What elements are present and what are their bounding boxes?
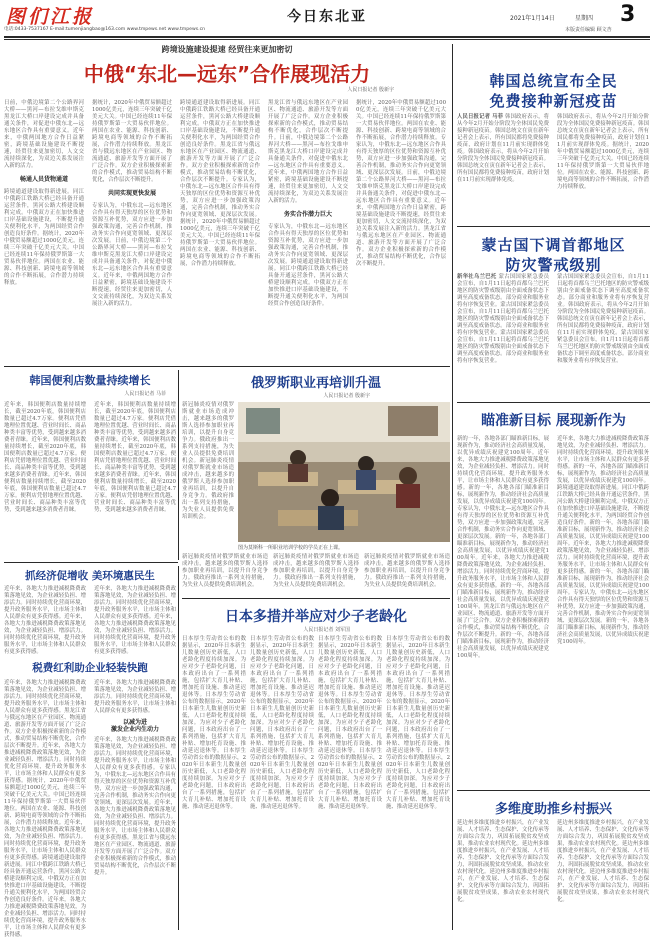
goals-headline: 瞄准新目标 展现新作为 xyxy=(481,413,626,429)
goals-story xyxy=(457,406,650,786)
korea-vaccine-headline-1: 韩国总统宣布全民 xyxy=(489,72,618,90)
photo-caption: 图为莫斯科一所职业培训学校的学员正在上课。 xyxy=(238,545,344,551)
lead-col-5: 据统计，2020年中俄贸易额超过1000亿美元，连续三年突破千亿美元大关。中国已经连续11年保持俄罗斯第一大贸易伙伴地位。两国在农业、能源、科技创新、跨境电商等领域的合作不断拓展，合作潜力持续释放。专家认为，中俄东北—远东地区合作具有得天独厚的区位优势和资源互补优势，双方应进一步加强政策沟通，完善合作机制，推动务实合作向更宽领域、更深层次发展。日前，中俄边境第二个公路界河大桥——黑河—布拉戈维申斯克黑龙江大桥口岸建设完成并具备通关条件，对促进中俄东北—远东地区合作具有重要意义。近年来，中俄两国地方合作日益紧密，跨境基础设施建设不断提速，经贸往来更加密切，人文交流持续深化，为双边关系发展注入新的活力。黑龙江省与俄远东地区在产业园区、物流通道、旅游开发等方面开展了广泛合作。双方企业积极探索新的合作模式，推动贸易结构不断优化，合作层次不断提升。 xyxy=(356,100,446,267)
economy-col-2: 近年来，各地大力推进减税降费政策落地见效，为企业减轻负担、增添活力。同时持续优化营商环境，提升政务服务水平，让市场主体和人民群众有更多获得感。近年来，各地大力推进减税降费政策落地见效，为企业减轻负担、增添活力。同时持续优化营商环境，提升政务服务水平，让市场主体和人民群众有更多获得感。 xyxy=(94,586,176,655)
korea-stores-col-1: 近年来，韩国便利店数量持续增长，截至2020年底，韩国便利店数量已超过4.7万家。便利店凭借地理位置优越、营业时间长、商品种类丰富等优势，受到越来越多消费者青睐。近年来，韩国便利店数量持续增长，截至2020年底，韩国便利店数量已超过4.7万家。便利店凭借地理位置优越、营业时间长、商品种类丰富等优势，受到越来越多消费者青睐。近年来，韩国便利店数量持续增长，截至2020年底，韩国便利店数量已超过4.7万家。便利店凭借地理位置优越、营业时间长、商品种类丰富等优势，受到越来越多消费者青睐。 xyxy=(4,402,86,513)
lead-col-3: 跨境通道建设取得新进展。同江中俄跨江铁路大桥已经具备开通运营条件，黑河公路大桥建设顺利完成。中俄双方正在加快推进口岸基础设施建设，不断提升通关便利化水平，为两国经贸合作创造良好条件。黑龙江省与俄远东地区在产业园区、物流通道、旅游开发等方面开展了广泛合作。双方企业积极探索新的合作模式，推动贸易结构不断优化，合作层次不断提升。专家认为，中俄东北—远东地区合作具有得天独厚的区位优势和资源互补优势，双方应进一步加强政策沟通，完善合作机制，推动务实合作向更宽领域、更深层次发展。据统计，2020年中俄贸易额超过1000亿美元，连续三年突破千亿美元大关。中国已经连续11年保持俄罗斯第一大贸易伙伴地位。两国在农业、能源、科技创新、跨境电商等领域的合作不断拓展，合作潜力持续释放。 xyxy=(180,100,260,267)
contact-info: 电话:0433-7537167 E-mail:tumenjiangbao@163.com www.tmpews.net www.tmpews.cn xyxy=(4,27,206,32)
economy-sub-a: 以减为进 xyxy=(122,719,147,726)
russia-training-col-1: 新冠肺炎疫情对俄罗斯就业市场造成冲击，越来越多的俄罗斯人选择参加职业再培训，以提升自身竞争力。俄政府推出一系列支持措施，为失业人员提供免费培训机会。 xyxy=(182,554,268,588)
korea-stores-story xyxy=(4,370,176,555)
rural-story xyxy=(457,794,650,930)
economy-col-4: 近年来，各地大力推进减税降费政策落地见效，为企业减轻负担、增添活力。同时持续优化营商环境，提升政务服务水平，让市场主体和人民群众有更多获得感。 以减为进 激发企业内生动力 近年来，各地大力推进减税降费政策落地见效，为企业减轻负担、增添活力。同时持续优化营商环境，提升政务服务水平，让市场主体和人民群众有更多获得感。专家认为，中俄东北—远东地区合作具有得天独厚的区位优势和资源互补优势，双方应进一步加强政策沟通，完善合作机制，推动务实合作向更宽领域、更深层次发展。近年来，各地大力推进减税降费政策落地见效，为企业减轻负担、增添活力。同时持续优化营商环境，提升政务服务水平，让市场主体和人民群众有更多获得感。黑龙江省与俄远东地区在产业园区、物流通道、旅游开发等方面开展了广泛合作。双方企业积极探索新的合作模式，推动贸易结构不断优化，合作层次不断提升。 xyxy=(94,680,176,876)
masthead-rule-thin xyxy=(4,39,650,40)
mongolia-headline-1: 蒙古国下调首都地区 xyxy=(481,236,626,254)
lead-bottom-rule xyxy=(4,366,450,367)
lead-story xyxy=(4,44,450,364)
mongolia-story xyxy=(457,230,650,400)
economy-story xyxy=(4,566,176,938)
lead-subhead-1: 畅通人员货物通道 xyxy=(19,176,68,183)
economy-sub-b: 激发企业内生动力 xyxy=(110,726,159,733)
russia-training-col-0: 新冠肺炎疫情对俄罗斯就业市场造成冲击，越来越多的俄罗斯人选择参加职业再培训，以提升自身竞争力。俄政府推出一系列支持措施，为失业人员提供免费培训机会。新冠肺炎疫情对俄罗斯就业市场造成冲击，越来越多的俄罗斯人选择参加职业再培训，以提升自身竞争力。俄政府推出一系列支持措施，为失业人员提供免费培训机会。 xyxy=(182,402,234,520)
economy-headline: 抓经济促增收 美环境惠民生 xyxy=(25,570,155,582)
korea-stores-divider xyxy=(178,370,179,560)
lead-byline: 人民日报记者 殷新宇 xyxy=(347,87,394,93)
japan-col-1: 日本厚生劳动省公布的数据显示，2020年日本新生儿数量创历史新低，人口老龄化程度持续加深。为应对少子老龄化问题，日本政府出台了一系列措施，包括扩大育儿补贴、增加托育设施、推动延迟退休等。日本厚生劳动省公布的数据显示，2020年日本新生儿数量创历史新低，人口老龄化程度持续加深。为应对少子老龄化问题，日本政府出台了一系列措施，包括扩大育儿补贴、增加托育设施、推动延迟退休等。日本厚生劳动省公布的数据显示，2020年日本新生儿数量创历史新低，人口老龄化程度持续加深。为应对少子老龄化问题，日本政府出台了一系列措施，包括扩大育儿补贴、增加托育设施、推动延迟退休等。 xyxy=(182,636,246,810)
goals-col-2: 近年来，各地大力推进减税降费政策落地见效，为企业减轻负担、增添活力。同时持续优化营商环境，提升政务服务水平，让市场主体和人民群众有更多获得感。新的一年，各地各部门瞄准新目标，展现新作为，推动经济社会高质量发展，以优异成绩庆祝建党100周年。跨境通道建设取得新进展。同江中俄跨江铁路大桥已经具备开通运营条件，黑河公路大桥建设顺利完成。中俄双方正在加快推进口岸基础设施建设，不断提升通关便利化水平，为两国经贸合作创造良好条件。新的一年，各地各部门瞄准新目标，展现新作为，推动经济社会高质量发展，以优异成绩庆祝建党100周年。近年来，各地大力推进减税降费政策落地见效，为企业减轻负担、增添活力。同时持续优化营商环境，提升政务服务水平，让市场主体和人民群众有更多获得感。新的一年，各地各部门瞄准新目标，展现新作为，推动经济社会高质量发展，以优异成绩庆祝建党100周年。专家认为，中俄东北—远东地区合作具有得天独厚的区位优势和资源互补优势，双方应进一步加强政策沟通，完善合作机制，推动务实合作向更宽领域、更深层次发展。新的一年，各地各部门瞄准新目标，展现新作为，推动经济社会高质量发展，以优异成绩庆祝建党100周年。 xyxy=(557,436,649,645)
russia-bottom-rule xyxy=(182,598,450,599)
korea-vaccine-story xyxy=(457,44,650,224)
goals-rule xyxy=(457,790,650,791)
economy-subheadline: 税费红利助企业轻装快跑 xyxy=(32,662,148,674)
korea-stores-col-2: 近年来，韩国便利店数量持续增长，截至2020年底，韩国便利店数量已超过4.7万家。便利店凭借地理位置优越、营业时间长、商品种类丰富等优势，受到越来越多消费者青睐。近年来，韩国便利店数量持续增长，截至2020年底，韩国便利店数量已超过4.7万家。便利店凭借地理位置优越、营业时间长、商品种类丰富等优势，受到越来越多消费者青睐。近年来，韩国便利店数量持续增长，截至2020年底，韩国便利店数量已超过4.7万家。便利店凭借地理位置优越、营业时间长、商品种类丰富等优势，受到越来越多消费者青睐。 xyxy=(94,402,176,513)
masthead xyxy=(0,0,654,40)
classroom-photo xyxy=(238,402,450,542)
russia-training-byline: 人民日报记者 殷新宇 xyxy=(323,393,370,399)
japan-story xyxy=(182,602,450,930)
page-number: 3 xyxy=(620,2,636,27)
economy-divider xyxy=(178,566,179,930)
mongolia-headline-2: 防灾警戒级别 xyxy=(505,256,602,274)
rural-headline: 多维度助推乡村振兴 xyxy=(494,802,612,817)
japan-col-3: 日本厚生劳动省公布的数据显示，2020年日本新生儿数量创历史新低，人口老龄化程度持续加深。为应对少子老龄化问题，日本政府出台了一系列措施，包括扩大育儿补贴、增加托育设施、推动延迟退休等。日本厚生劳动省公布的数据显示，2020年日本新生儿数量创历史新低，人口老龄化程度持续加深。为应对少子老龄化问题，日本政府出台了一系列措施，包括扩大育儿补贴、增加托育设施、推动延迟退休等。日本厚生劳动省公布的数据显示，2020年日本新生儿数量创历史新低，人口老龄化程度持续加深。为应对少子老龄化问题，日本政府出台了一系列措施，包括扩大育儿补贴、增加托育设施、推动延迟退休等。 xyxy=(318,636,382,810)
korea-vaccine-col-1: 人民日报记者 马菲 韩国政府表示，将从今年2月开始分阶段为全体国民免费接种新冠疫苗。韩国总统文在寅在新年记者会上表示，所有国民都将免费接种疫苗，政府计划在11月前实现群体免疫。韩国政府表示，将从今年2月开始分阶段为全体国民免费接种新冠疫苗。韩国总统文在寅在新年记者会上表示，所有国民都将免费接种疫苗，政府计划在11月前实现群体免疫。 xyxy=(457,114,549,183)
mongolia-col-1: 新华社乌兰巴托 蒙古国国家紧急委员会宣布，自1月11日起将首都乌兰巴托地区的防灾警戒级别由全面戒备状态下调至高度戒备状态。部分商业和服务业将有序恢复营业。蒙古国国家紧急委员会宣布，自1月11日起将首都乌兰巴托地区的防灾警戒级别由全面戒备状态下调至高度戒备状态。部分商业和服务业将有序恢复营业。蒙古国国家紧急委员会宣布，自1月11日起将首都乌兰巴托地区的防灾警戒级别由全面戒备状态下调至高度戒备状态。部分商业和服务业将有序恢复营业。 xyxy=(457,274,549,364)
col-divider-vertical xyxy=(452,44,453,930)
mongolia-rule xyxy=(457,402,650,403)
rural-col-1: 延边州多维度推进乡村振兴，在产业发展、人才培养、生态保护、文化传承等方面综合发力，巩固拓展脱贫攻坚成果，推动农业农村现代化。延边州多维度推进乡村振兴，在产业发展、人才培养、生态保护、文化传承等方面综合发力，巩固拓展脱贫攻坚成果，推动农业农村现代化。延边州多维度推进乡村振兴，在产业发展、人才培养、生态保护、文化传承等方面综合发力，巩固拓展脱贫攻坚成果，推动农业农村现代化。 xyxy=(457,820,549,903)
page-title: 今日东北亚 xyxy=(287,9,367,25)
page-editor: 本版责任编辑 顾文杏 xyxy=(565,27,612,33)
japan-col-4: 日本厚生劳动省公布的数据显示，2020年日本新生儿数量创历史新低，人口老龄化程度持续加深。为应对少子老龄化问题，日本政府出台了一系列措施，包括扩大育儿补贴、增加托育设施、推动延迟退休等。日本厚生劳动省公布的数据显示，2020年日本新生儿数量创历史新低，人口老龄化程度持续加深。为应对少子老龄化问题，日本政府出台了一系列措施，包括扩大育儿补贴、增加托育设施、推动延迟退休等。日本厚生劳动省公布的数据显示，2020年日本新生儿数量创历史新低，人口老龄化程度持续加深。为应对少子老龄化问题，日本政府出台了一系列措施，包括扩大育儿补贴、增加托育设施、推动延迟退休等。 xyxy=(386,636,450,810)
lead-col-2: 据统计，2020年中俄贸易额超过1000亿美元，连续三年突破千亿美元大关。中国已经连续11年保持俄罗斯第一大贸易伙伴地位。两国在农业、能源、科技创新、跨境电商等领域的合作不断拓展，合作潜力持续释放。黑龙江省与俄远东地区在产业园区、物流通道、旅游开发等方面开展了广泛合作。双方企业积极探索新的合作模式，推动贸易结构不断优化，合作层次不断提升。 共同实现更快发展 专家认为，中俄东北—远东地区合作具有得天独厚的区位优势和资源互补优势，双方应进一步加强政策沟通，完善合作机制，推动务实合作向更宽领域、更深层次发展。日前，中俄边境第二个公路界河大桥——黑河—布拉戈维申斯克黑龙江大桥口岸建设完成并具备通关条件，对促进中俄东北—远东地区合作具有重要意义。近年来，中俄两国地方合作日益紧密，跨境基础设施建设不断提速，经贸往来更加密切，人文交流持续深化，为双边关系发展注入新的活力。 xyxy=(92,100,172,307)
korea-stores-headline: 韩国便利店数量持续增长 xyxy=(29,374,151,387)
lead-kicker: 跨境设施建设提速 经贸往来更加密切 xyxy=(161,45,293,54)
classroom-photo-image xyxy=(238,402,450,542)
economy-col-1: 近年来，各地大力推进减税降费政策落地见效，为企业减轻负担、增添活力。同时持续优化营商环境，提升政务服务水平，让市场主体和人民群众有更多获得感。近年来，各地大力推进减税降费政策落地见效，为企业减轻负担、增添活力。同时持续优化营商环境，提升政务服务水平，让市场主体和人民群众有更多获得感。 xyxy=(4,586,86,655)
masthead-rule xyxy=(4,36,650,38)
japan-byline: 人民日报记者 刘军国 xyxy=(303,627,350,633)
issue-date: 2021年1月14日 xyxy=(510,15,555,22)
lead-col-4: 黑龙江省与俄远东地区在产业园区、物流通道、旅游开发等方面开展了广泛合作。双方企业积极探索新的合作模式，推动贸易结构不断优化，合作层次不断提升。日前，中俄边境第二个公路界河大桥——黑河—布拉戈维申斯克黑龙江大桥口岸建设完成并具备通关条件，对促进中俄东北—远东地区合作具有重要意义。近年来，中俄两国地方合作日益紧密，跨境基础设施建设不断提速，经贸往来更加密切，人文交流持续深化，为双边关系发展注入新的活力。 务实合作潜力巨大 专家认为，中俄东北—远东地区合作具有得天独厚的区位优势和资源互补优势，双方应进一步加强政策沟通，完善合作机制，推动务实合作向更宽领域、更深层次发展。跨境通道建设取得新进展。同江中俄跨江铁路大桥已经具备开通运营条件，黑河公路大桥建设顺利完成。中俄双方正在加快推进口岸基础设施建设，不断提升通关便利化水平，为两国经贸合作创造良好条件。 xyxy=(268,100,348,307)
newspaper-logo: 图们江报 xyxy=(6,6,95,28)
lead-subhead-3: 务实合作潜力巨大 xyxy=(283,211,332,218)
economy-col-3: 近年来，各地大力推进减税降费政策落地见效，为企业减轻负担、增添活力。同时持续优化营商环境，提升政务服务水平，让市场主体和人民群众有更多获得感。黑龙江省与俄远东地区在产业园区、物流通道、旅游开发等方面开展了广泛合作。双方企业积极探索新的合作模式，推动贸易结构不断优化，合作层次不断提升。近年来，各地大力推进减税降费政策落地见效，为企业减轻负担、增添活力。同时持续优化营商环境，提升政务服务水平，让市场主体和人民群众有更多获得感。据统计，2020年中俄贸易额超过1000亿美元，连续三年突破千亿美元大关。中国已经连续11年保持俄罗斯第一大贸易伙伴地位。两国在农业、能源、科技创新、跨境电商等领域的合作不断拓展，合作潜力持续释放。近年来，各地大力推进减税降费政策落地见效，为企业减轻负担、增添活力。同时持续优化营商环境，提升政务服务水平，让市场主体和人民群众有更多获得感。跨境通道建设取得新进展。同江中俄跨江铁路大桥已经具备开通运营条件，黑河公路大桥建设顺利完成。中俄双方正在加快推进口岸基础设施建设，不断提升通关便利化水平，为两国经贸合作创造良好条件。近年来，各地大力推进减税降费政策落地见效，为企业减轻负担、增添活力。同时持续优化营商环境，提升政务服务水平，让市场主体和人民群众有更多获得感。 xyxy=(4,680,86,938)
rural-col-2: 延边州多维度推进乡村振兴，在产业发展、人才培养、生态保护、文化传承等方面综合发力，巩固拓展脱贫攻坚成果，推动农业农村现代化。延边州多维度推进乡村振兴，在产业发展、人才培养、生态保护、文化传承等方面综合发力，巩固拓展脱贫攻坚成果，推动农业农村现代化。延边州多维度推进乡村振兴，在产业发展、人才培养、生态保护、文化传承等方面综合发力，巩固拓展脱贫攻坚成果，推动农业农村现代化。 xyxy=(557,820,649,903)
russia-training-col-2: 新冠肺炎疫情对俄罗斯就业市场造成冲击，越来越多的俄罗斯人选择参加职业再培训，以提升自身竞争力。俄政府推出一系列支持措施，为失业人员提供免费培训机会。 xyxy=(273,554,359,588)
russia-training-col-3: 新冠肺炎疫情对俄罗斯就业市场造成冲击，越来越多的俄罗斯人选择参加职业再培训，以提升自身竞争力。俄政府推出一系列支持措施，为失业人员提供免费培训机会。 xyxy=(364,554,450,588)
lead-subhead-2: 共同实现更快发展 xyxy=(107,190,156,197)
lead-headline: 中俄“东北—远东”合作展现活力 xyxy=(83,62,371,86)
korea-vaccine-col-2: 韩国政府表示，将从今年2月开始分阶段为全体国民免费接种新冠疫苗。韩国总统文在寅在新年记者会上表示，所有国民都将免费接种疫苗，政府计划在11月前实现群体免疫。据统计，2020年中俄贸易额超过1000亿美元，连续三年突破千亿美元大关。中国已经连续11年保持俄罗斯第一大贸易伙伴地位。两国在农业、能源、科技创新、跨境电商等领域的合作不断拓展，合作潜力持续释放。 xyxy=(557,114,649,190)
korea-vaccine-rule xyxy=(457,226,650,227)
korea-stores-bottom-rule xyxy=(4,562,178,563)
russia-training-story xyxy=(182,370,450,595)
japan-headline: 日本多措并举应对少子老龄化 xyxy=(225,609,407,625)
korea-vaccine-headline-2: 免费接种新冠疫苗 xyxy=(489,92,618,110)
issue-weekday: 星期四 xyxy=(575,15,594,22)
korea-stores-byline: 人民日报记者 马菲 xyxy=(124,391,166,397)
goals-col-1: 新的一年，各地各部门瞄准新目标，展现新作为，推动经济社会高质量发展，以优异成绩庆祝建党100周年。近年来，各地大力推进减税降费政策落地见效，为企业减轻负担、增添活力。同时持续优化营商环境，提升政务服务水平，让市场主体和人民群众有更多获得感。新的一年，各地各部门瞄准新目标，展现新作为，推动经济社会高质量发展，以优异成绩庆祝建党100周年。专家认为，中俄东北—远东地区合作具有得天独厚的区位优势和资源互补优势，双方应进一步加强政策沟通，完善合作机制，推动务实合作向更宽领域、更深层次发展。新的一年，各地各部门瞄准新目标，展现新作为，推动经济社会高质量发展，以优异成绩庆祝建党100周年。近年来，各地大力推进减税降费政策落地见效，为企业减轻负担、增添活力。同时持续优化营商环境，提升政务服务水平，让市场主体和人民群众有更多获得感。新的一年，各地各部门瞄准新目标，展现新作为，推动经济社会高质量发展，以优异成绩庆祝建党100周年。黑龙江省与俄远东地区在产业园区、物流通道、旅游开发等方面开展了广泛合作。双方企业积极探索新的合作模式，推动贸易结构不断优化，合作层次不断提升。新的一年，各地各部门瞄准新目标，展现新作为，推动经济社会高质量发展，以优异成绩庆祝建党100周年。 xyxy=(457,436,549,659)
lead-col-1: 日前，中俄边境第二个公路界河大桥——黑河—布拉戈维申斯克黑龙江大桥口岸建设完成并具备通关条件，对促进中俄东北—远东地区合作具有重要意义。近年来，中俄两国地方合作日益紧密，跨境基础设施建设不断提速，经贸往来更加密切，人文交流持续深化，为双边关系发展注入新的活力。 畅通人员货物通道 跨境通道建设取得新进展。同江中俄跨江铁路大桥已经具备开通运营条件，黑河公路大桥建设顺利完成。中俄双方正在加快推进口岸基础设施建设，不断提升通关便利化水平，为两国经贸合作创造良好条件。据统计，2020年中俄贸易额超过1000亿美元，连续三年突破千亿美元大关。中国已经连续11年保持俄罗斯第一大贸易伙伴地位。两国在农业、能源、科技创新、跨境电商等领域的合作不断拓展，合作潜力持续释放。 xyxy=(4,100,84,286)
mongolia-col-2: 蒙古国国家紧急委员会宣布，自1月11日起将首都乌兰巴托地区的防灾警戒级别由全面戒备状态下调至高度戒备状态。部分商业和服务业将有序恢复营业。韩国政府表示，将从今年2月开始分阶段为全体国民免费接种新冠疫苗。韩国总统文在寅在新年记者会上表示，所有国民都将免费接种疫苗，政府计划在11月前实现群体免疫。蒙古国国家紧急委员会宣布，自1月11日起将首都乌兰巴托地区的防灾警戒级别由全面戒备状态下调至高度戒备状态。部分商业和服务业将有序恢复营业。 xyxy=(557,274,649,364)
russia-training-headline: 俄罗斯职业再培训升温 xyxy=(250,376,381,391)
japan-col-2: 日本厚生劳动省公布的数据显示，2020年日本新生儿数量创历史新低，人口老龄化程度持续加深。为应对少子老龄化问题，日本政府出台了一系列措施，包括扩大育儿补贴、增加托育设施、推动延迟退休等。日本厚生劳动省公布的数据显示，2020年日本新生儿数量创历史新低，人口老龄化程度持续加深。为应对少子老龄化问题，日本政府出台了一系列措施，包括扩大育儿补贴、增加托育设施、推动延迟退休等。日本厚生劳动省公布的数据显示，2020年日本新生儿数量创历史新低，人口老龄化程度持续加深。为应对少子老龄化问题，日本政府出台了一系列措施，包括扩大育儿补贴、增加托育设施、推动延迟退休等。 xyxy=(250,636,314,810)
